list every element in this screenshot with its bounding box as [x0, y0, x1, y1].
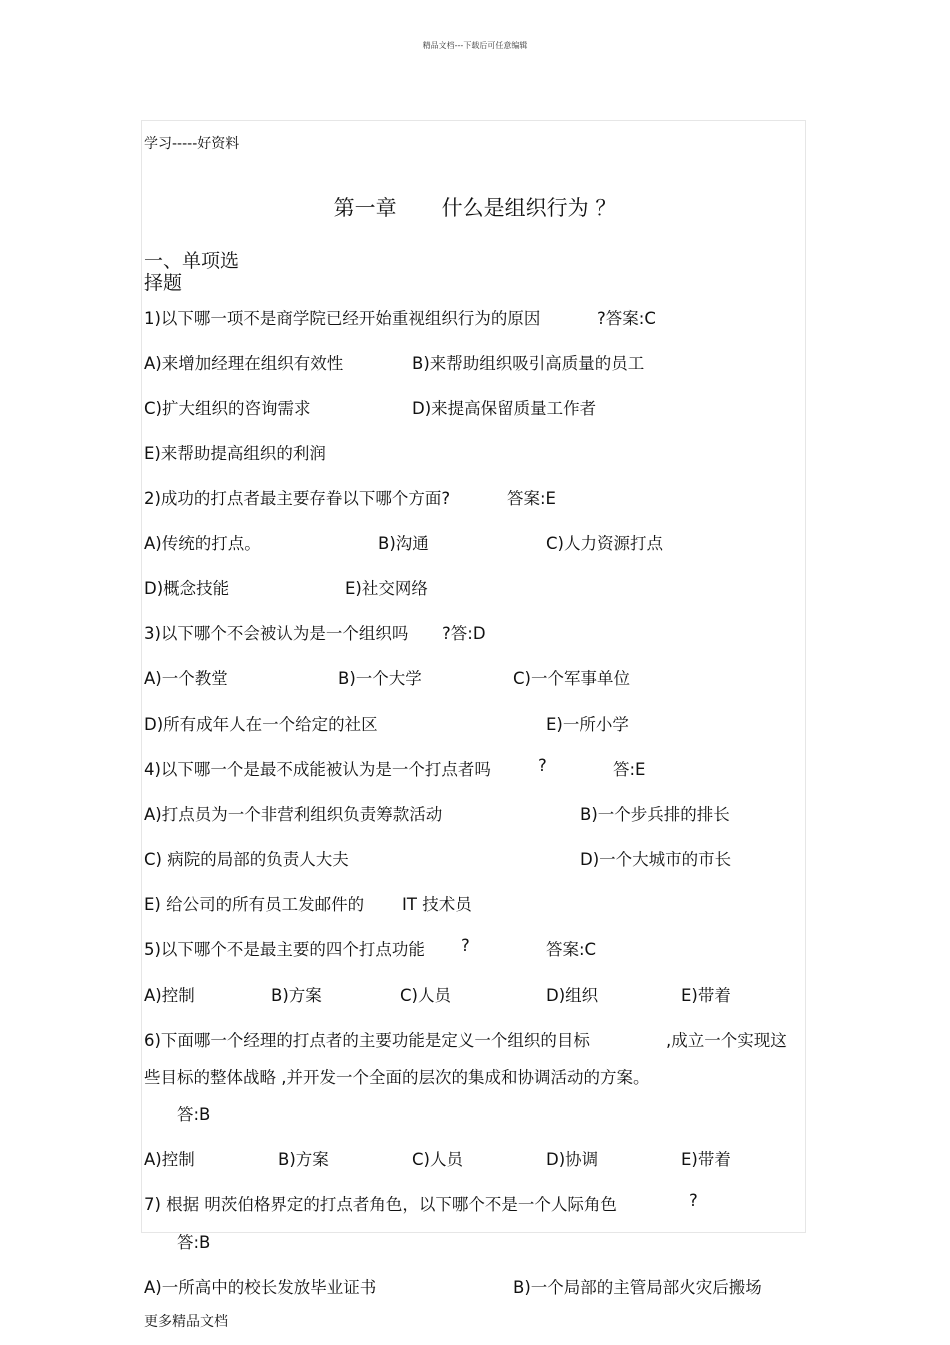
question-4-mark: ?: [538, 756, 547, 775]
source-note: 学习-----好资料: [144, 136, 240, 152]
option-2d: D)概念技能: [144, 579, 230, 598]
option-1d: D)来提高保留质量工作者: [412, 399, 597, 418]
option-6c: C)人员: [412, 1150, 463, 1169]
section-title-line1: 一、单项选: [144, 250, 240, 272]
question-6-line2: 些目标的整体战略 ,并开发一个全面的层次的集成和协调活动的方案。: [144, 1068, 650, 1087]
answer-6: 答:B: [177, 1105, 211, 1124]
option-3a: A)一个教堂: [144, 669, 228, 688]
question-5: 5)以下哪个不是最主要的四个打点功能: [144, 940, 425, 959]
option-2a: A)传统的打点。: [144, 534, 261, 553]
question-6-cont: ,成立一个实现这: [666, 1031, 787, 1050]
answer-5: 答案:C: [546, 940, 597, 959]
answer-3: ?答:D: [442, 624, 486, 643]
question-6: 6)下面哪一个经理的打点者的主要功能是定义一个组织的目标: [144, 1031, 590, 1050]
option-5e: E)带着: [681, 986, 731, 1005]
option-2b: B)沟通: [378, 534, 429, 553]
answer-7: 答:B: [177, 1233, 211, 1252]
option-3d: D)所有成年人在一个给定的社区: [144, 715, 378, 734]
question-1: 1)以下哪一项不是商学院已经开始重视组织行为的原因: [144, 309, 541, 328]
answer-1: ?答案:C: [597, 309, 656, 328]
option-6e: E)带着: [681, 1150, 731, 1169]
section-title-line2: 择题: [144, 272, 183, 294]
answer-2: 答案:E: [507, 489, 556, 508]
option-3c: C)一个军事单位: [513, 669, 630, 688]
option-4e: E) 给公司的所有员工发邮件的: [144, 895, 365, 914]
option-5c: C)人员: [400, 986, 451, 1005]
option-6a: A)控制: [144, 1150, 195, 1169]
question-7: 7) 根据 明茨伯格界定的打点者角色，以下哪个不是一个人际角色: [144, 1195, 617, 1214]
option-3b: B)一个大学: [338, 669, 422, 688]
chapter-name: 什么是组织行为 ？: [441, 196, 617, 220]
option-4b: B)一个步兵排的排长: [580, 805, 730, 824]
option-7a: A)一所高中的校长发放毕业证书: [144, 1278, 377, 1297]
option-6d: D)协调: [546, 1150, 599, 1169]
option-6b: B)方案: [278, 1150, 329, 1169]
question-7-mark: ?: [689, 1191, 698, 1210]
option-7b: B)一个局部的主管局部火灾后搬场: [513, 1278, 762, 1297]
chapter-number: 第一章: [333, 196, 397, 220]
option-5a: A)控制: [144, 986, 195, 1005]
option-4d: D)一个大城市的市长: [580, 850, 732, 869]
section-title: [144, 250, 239, 294]
question-5-mark: ?: [461, 936, 470, 955]
option-5b: B)方案: [271, 986, 322, 1005]
option-1c: C)扩大组织的咨询需求: [144, 399, 311, 418]
header-note: 精品文档---下载后可任意编辑: [422, 41, 528, 50]
question-2: 2)成功的打点者最主要存眷以下哪个方面?: [144, 489, 451, 508]
option-1b: B)来帮助组织吸引高质量的员工: [412, 354, 645, 373]
option-4a: A)打点员为一个非营利组织负责筹款活动: [144, 805, 443, 824]
chapter-title: [0, 192, 950, 222]
option-5d: D)组织: [546, 986, 599, 1005]
option-4e-cont: IT 技术员: [402, 895, 472, 914]
option-1a: A)来增加经理在组织有效性: [144, 354, 344, 373]
option-4c: C) 病院的局部的负责人大夫: [144, 850, 349, 869]
question-4: 4)以下哪一个是最不成能被认为是一个打点者吗: [144, 760, 491, 779]
option-1e: E)来帮助提高组织的利润: [144, 444, 326, 463]
option-2e: E)社交网络: [345, 579, 428, 598]
option-2c: C)人力资源打点: [546, 534, 663, 553]
footer-note: 更多精品文档: [144, 1314, 228, 1330]
option-3e: E)一所小学: [546, 715, 629, 734]
answer-4: 答:E: [613, 760, 646, 779]
question-3: 3)以下哪个不会被认为是一个组织吗: [144, 624, 409, 643]
